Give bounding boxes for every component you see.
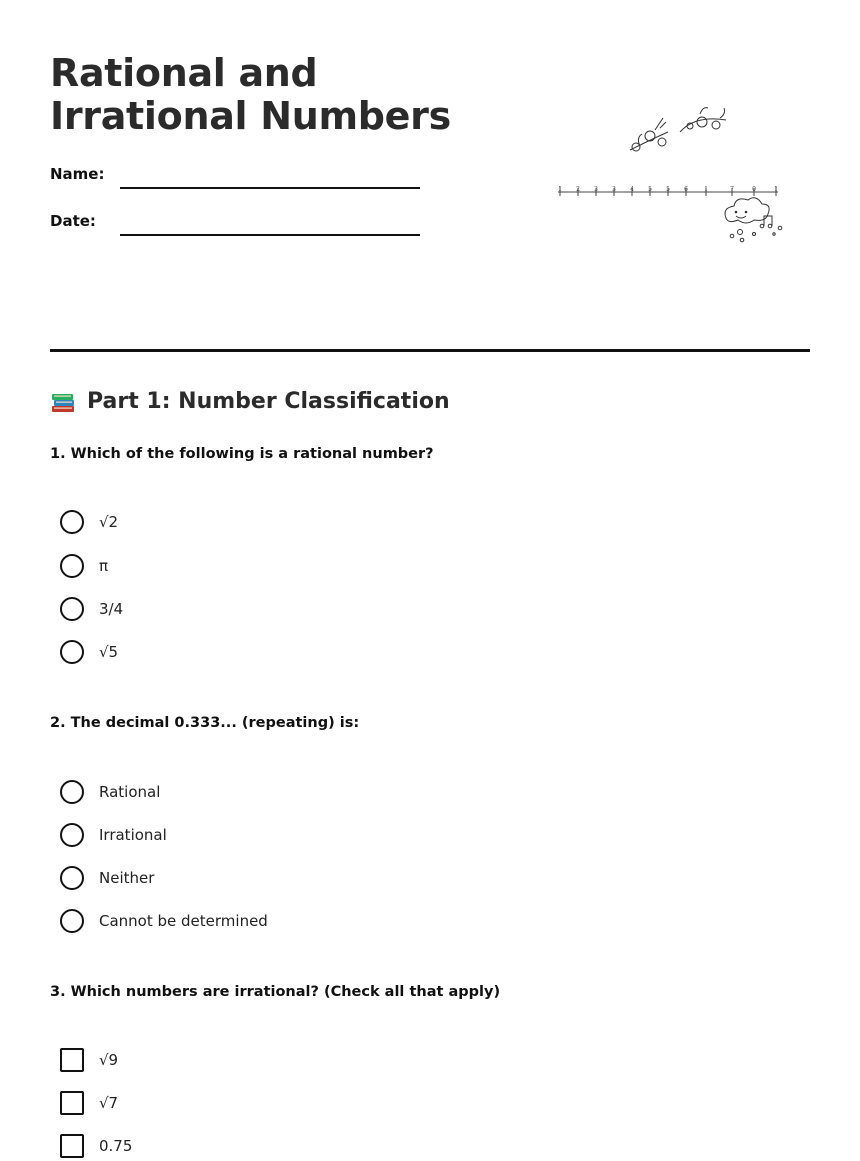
apple-branch-icon	[630, 118, 668, 151]
option-label: √9	[99, 1051, 119, 1069]
option-pi[interactable]	[60, 553, 108, 579]
page-title: Rational and Irrational Numbers	[50, 51, 451, 138]
option-label: 3/4	[99, 600, 124, 618]
question-3: 3. Which numbers are irrational? (Check all that apply)	[50, 984, 501, 1000]
option-label: Cannot be determined	[99, 912, 268, 930]
option-sqrt2[interactable]	[60, 509, 118, 535]
option-label: √5	[99, 643, 119, 661]
option-label: 0.75	[99, 1137, 133, 1155]
books-icon	[50, 388, 77, 415]
radio-button[interactable]	[60, 909, 84, 933]
option-rational[interactable]	[60, 779, 160, 805]
checkbox[interactable]	[60, 1048, 84, 1072]
doodle-illustration	[530, 50, 800, 260]
radio-button[interactable]	[60, 823, 84, 847]
option-sqrt9[interactable]	[60, 1047, 118, 1073]
name-label: Name:	[50, 165, 105, 183]
option-label: √2	[99, 513, 119, 531]
section-heading	[50, 388, 450, 415]
svg-text:0: 0	[752, 186, 756, 193]
checkbox[interactable]	[60, 1134, 84, 1158]
checkbox[interactable]	[60, 1091, 84, 1115]
cloud-icon	[725, 198, 769, 242]
option-label: Irrational	[99, 826, 167, 844]
svg-text:2: 2	[576, 186, 580, 193]
svg-text:1: 1	[774, 186, 778, 193]
radio-button[interactable]	[60, 597, 84, 621]
date-label: Date:	[50, 212, 96, 230]
question-2: 2. The decimal 0.333... (repeating) is:	[50, 715, 360, 731]
name-field[interactable]	[120, 187, 420, 189]
music-notes-icon	[760, 216, 782, 235]
option-cannot-determine[interactable]	[60, 908, 268, 934]
option-sqrt7[interactable]	[60, 1090, 118, 1116]
date-field[interactable]	[120, 234, 420, 236]
question-1: 1. Which of the following is a rational number?	[50, 446, 434, 462]
svg-text:7: 7	[730, 186, 734, 193]
svg-text:1: 1	[558, 186, 562, 193]
option-0-75[interactable]	[60, 1133, 132, 1159]
section-divider	[50, 349, 810, 352]
radio-button[interactable]	[60, 866, 84, 890]
svg-text:1: 1	[704, 186, 708, 193]
option-label: √7	[99, 1094, 119, 1112]
svg-text:3: 3	[594, 186, 598, 193]
option-label: Neither	[99, 869, 155, 887]
radio-button[interactable]	[60, 554, 84, 578]
svg-text:4: 4	[630, 186, 634, 193]
option-irrational[interactable]	[60, 822, 167, 848]
svg-text:6: 6	[684, 186, 688, 193]
option-3-4[interactable]	[60, 596, 123, 622]
option-sqrt5[interactable]	[60, 639, 118, 665]
radio-button[interactable]	[60, 780, 84, 804]
section-title: Part 1: Number Classification	[87, 389, 450, 414]
option-label: π	[99, 557, 109, 575]
option-label: Rational	[99, 783, 161, 801]
svg-text:3: 3	[612, 186, 616, 193]
apple-branch-icon	[680, 108, 726, 132]
option-neither[interactable]	[60, 865, 154, 891]
svg-text:5: 5	[666, 186, 670, 193]
svg-text:5: 5	[648, 186, 652, 193]
radio-button[interactable]	[60, 510, 84, 534]
radio-button[interactable]	[60, 640, 84, 664]
